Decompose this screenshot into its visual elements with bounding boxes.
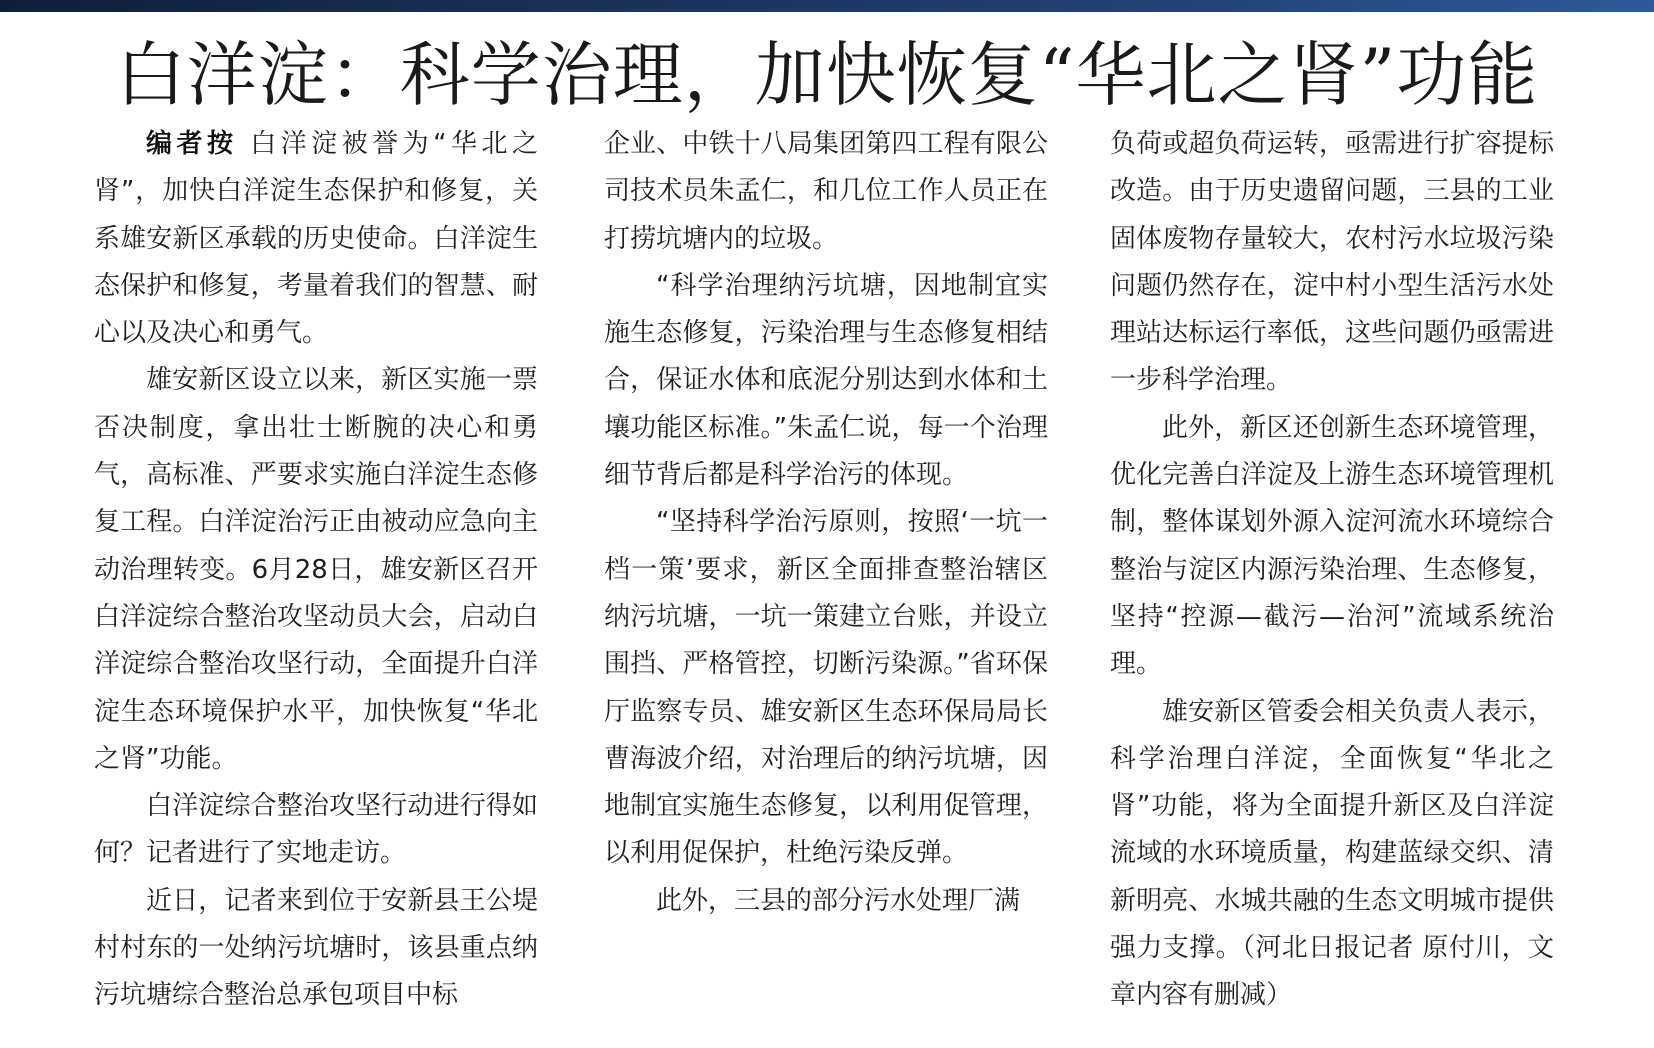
- article-column-1: [94, 121, 538, 1020]
- body-paragraph: 白洋淀综合整治攻坚行动进行得如何？记者进行了实地走访。: [94, 791, 538, 869]
- editor-note-label: 编者按: [146, 129, 238, 159]
- top-accent-bar: [0, 0, 1654, 12]
- body-paragraph: 雄安新区管委会相关负责人表示，科学治理白洋淀，全面恢复“华北之肾”功能，将为全面提升新区及白洋淀流域的水环境质量，构建蓝绿交织、清新明亮、水城共融的生态文明城市提供强力支撑。（河北日报记者 原付川，文章内容有删减）: [1110, 696, 1554, 1011]
- editor-note-paragraph: [94, 121, 538, 357]
- body-paragraph-continued: 企业、中铁十八局集团第四工程有限公司技术员朱孟仁，和几位工作人员正在打捞坑塘内的垃圾。: [604, 129, 1048, 254]
- editor-note-text: 白洋淀被誉为“华北之肾”，加快白洋淀生态保护和修复，关系雄安新区承载的历史使命。白洋淀生态保护和修复，考量着我们的智慧、耐心以及决心和勇气。: [94, 129, 538, 349]
- article-column-3: [1110, 121, 1554, 1020]
- body-paragraph: 此外，三县的部分污水处理厂满: [656, 885, 1021, 916]
- article-headline: 白洋淀：科学治理，加快恢复“华北之肾”功能: [115, 34, 1539, 116]
- body-paragraph: 此外，新区还创新生态环境管理，优化完善白洋淀及上游生态环境管理机制，整体谋划外源入淀河流水环境综合整治与淀区内源污染治理、生态修复，坚持“控源—截污—治河”流域系统治理。: [1110, 412, 1554, 680]
- body-paragraph: 近日，记者来到位于安新县王公堤村村东的一处纳污坑塘时，该县重点纳污坑塘综合整治总承包项目中标: [94, 885, 538, 1011]
- body-paragraph: 雄安新区设立以来，新区实施一票否决制度，拿出壮士断腕的决心和勇气，高标准、严要求实施白洋淀生态修复工程。白洋淀治污正由被动应急向主动治理转变。6月28日，雄安新区召开白洋淀综合整治攻坚动员大会，启动白洋淀综合整治攻坚行动，全面提升白洋淀生态环境保护水平，加快恢复“华北之肾”功能。: [94, 365, 538, 774]
- article-column-2: [604, 121, 1048, 925]
- body-paragraph: “科学治理纳污坑塘，因地制宜实施生态修复，污染治理与生态修复相结合，保证水体和底泥分别达到水体和土壤功能区标准。”朱孟仁说，每一个治理细节背后都是科学治污的体现。: [604, 270, 1048, 491]
- body-paragraph-continued: 负荷或超负荷运转，亟需进行扩容提标改造。由于历史遗留问题，三县的工业固体废物存量较大，农村污水垃圾污染问题仍然存在，淀中村小型生活污水处理站达标运行率低，这些问题仍亟需进一步科学治理。: [1110, 129, 1554, 396]
- body-paragraph: “坚持科学治污原则，按照‘一坑一档一策’要求，新区全面排查整治辖区纳污坑塘，一坑一策建立台账，并设立围挡、严格管控，切断污染源。”省环保厅监察专员、雄安新区生态环保局局长曹海波介绍，对治理后的纳污坑塘，因地制宜实施生态修复，以利用促管理，以利用促保护，杜绝污染反弹。: [604, 507, 1048, 869]
